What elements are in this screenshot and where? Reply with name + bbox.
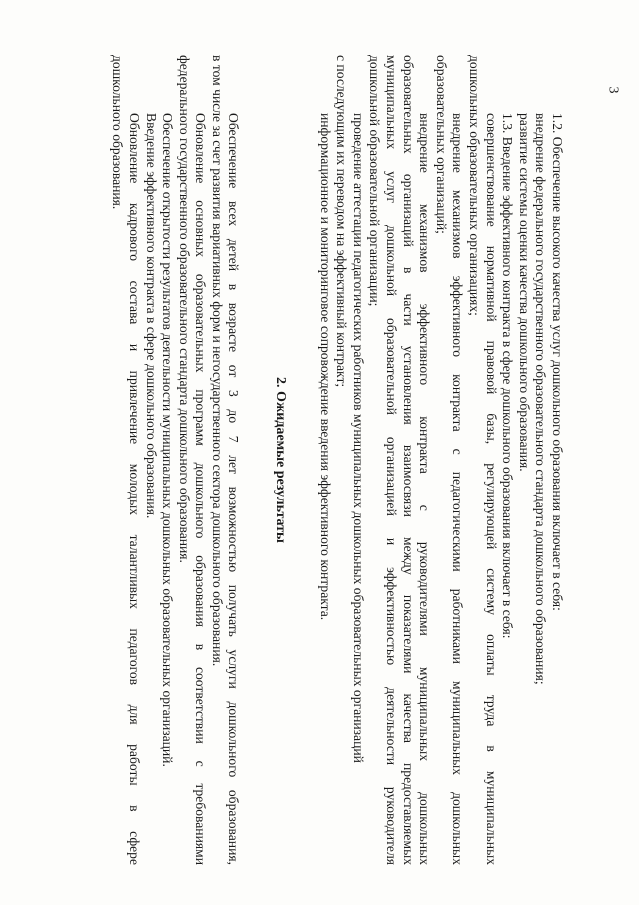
page-number: 3 [605, 86, 621, 94]
text-line: дошкольных образовательных организациях; [467, 55, 483, 316]
text-line: совершенствование нормативной правовой базы, регулирующей систему оплаты труда в муниципальных [483, 113, 499, 865]
text-line: образовательных организаций в части установления взаимосвязи между показателями качества предоставляемых [400, 55, 416, 865]
text-line: Обновление основных образовательных программ дошкольного образования в соответствии с требованиями [193, 113, 209, 865]
text-line: дошкольной образовательной организации; [367, 55, 383, 307]
text-line: с последующим их переводом на эффективный контракт; [334, 55, 350, 388]
text-line: федерального государственного образовательного стандарта дошкольного образования. [176, 55, 192, 563]
text-line: развитие системы оценки качества дошкольного образования. [516, 113, 532, 472]
spacer [288, 55, 316, 865]
text-line: 1.2. Обеспечение высокого качества услуг дошкольного образования включает в себя: [550, 113, 565, 611]
text-line: Обеспечение всех детей в возрасте от 3 до 7 лет возможностью получать услуги дошкольного образования, [226, 113, 242, 865]
text-line: в том числе за счет развития вариативных форм и негосударственного сектора дошкольного образования. [209, 55, 225, 667]
text-line: внедрение механизмов эффективного контракта с педагогическими работниками муниципальных дошкольных [450, 113, 466, 865]
text-line: Обеспечение открытости результатов деятельности муниципальных дошкольных образовательных организаций. [160, 113, 176, 767]
section-2-heading: 2. Ожидаемые результаты [273, 377, 289, 543]
rotated-text-block [95, 55, 565, 865]
spacer [242, 55, 272, 865]
text-line: дошкольного образования. [110, 55, 126, 210]
text-line: проведение аттестации педагогических работников муниципальных дошкольных образовательных организаций [350, 113, 366, 763]
text-line: информационное и мониторинговое сопровождение введения эффективного контракта. [317, 113, 333, 621]
text-line: Обновление кадрового состава и привлечение молодых талантливых педагогов для работы в сфере [126, 113, 142, 865]
text-line: муниципальных услуг дошкольной образовательной организацией и эффективностью деятельности руководителя [384, 55, 400, 865]
section-2-body [109, 55, 242, 865]
section-1-body [316, 55, 565, 865]
text-line: внедрение механизмов эффективного контракта с руководителями муниципальных дошкольных [417, 113, 433, 865]
text-line: 1.3. Введение эффективного контракта в сфере дошкольного образования включает в себя: [500, 113, 516, 639]
text-line: Введение эффективного контракта в сфере дошкольного образования. [143, 113, 159, 519]
text-line: образовательных организаций; [433, 55, 449, 234]
text-line: внедрение федерального государственного образовательного стандарта дошкольного образования; [533, 113, 549, 685]
